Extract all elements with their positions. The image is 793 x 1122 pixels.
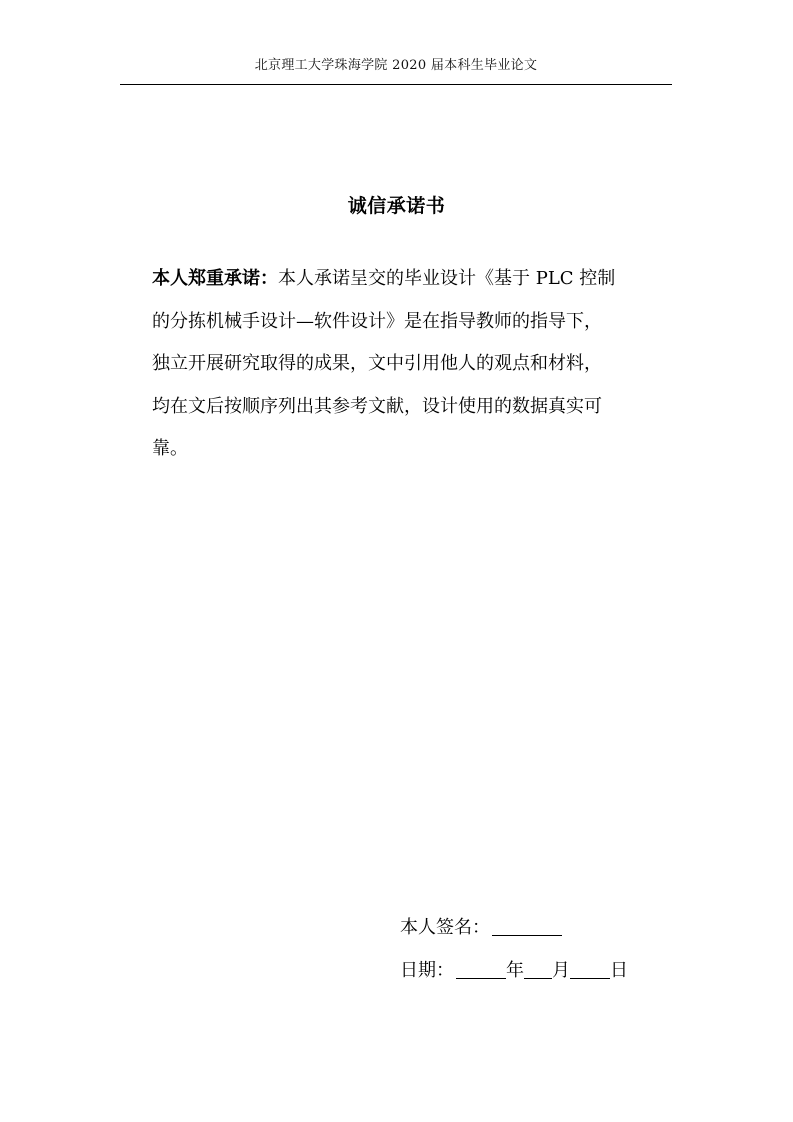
pledge-label: 本人郑重承诺： <box>152 268 278 289</box>
pledge-line-4: 均在文后按顺序列出其参考文献，设计使用的数据真实可 <box>152 395 602 417</box>
year-label: 年 <box>506 960 524 981</box>
pledge-line-5: 靠。 <box>152 438 188 459</box>
page-title: 诚信承诺书 <box>347 195 446 217</box>
date-label: 日期： <box>400 960 454 981</box>
month-label: 月 <box>552 960 570 981</box>
pledge-paragraph <box>152 258 657 471</box>
year-blank <box>456 958 506 979</box>
pledge-text: 本人承诺呈交的毕业设计《基于 PLC 控制 <box>278 268 616 289</box>
running-header: 北京理工大学珠海学院 2020 届本科生毕业论文 <box>254 58 538 73</box>
signature-blank <box>492 915 562 936</box>
signature-row <box>400 914 562 942</box>
day-label: 日 <box>610 960 628 981</box>
pledge-line-3: 独立开展研究取得的成果，文中引用他人的观点和材料， <box>152 353 602 374</box>
pledge-line-2: 的分拣机械手设计—软件设计》是在指导教师的指导下， <box>152 310 602 332</box>
pledge-line-1 <box>152 258 657 301</box>
header-divider <box>120 84 672 85</box>
day-blank <box>570 958 610 979</box>
signature-label: 本人签名： <box>400 917 490 938</box>
date-row <box>400 957 628 985</box>
month-blank <box>524 958 552 979</box>
